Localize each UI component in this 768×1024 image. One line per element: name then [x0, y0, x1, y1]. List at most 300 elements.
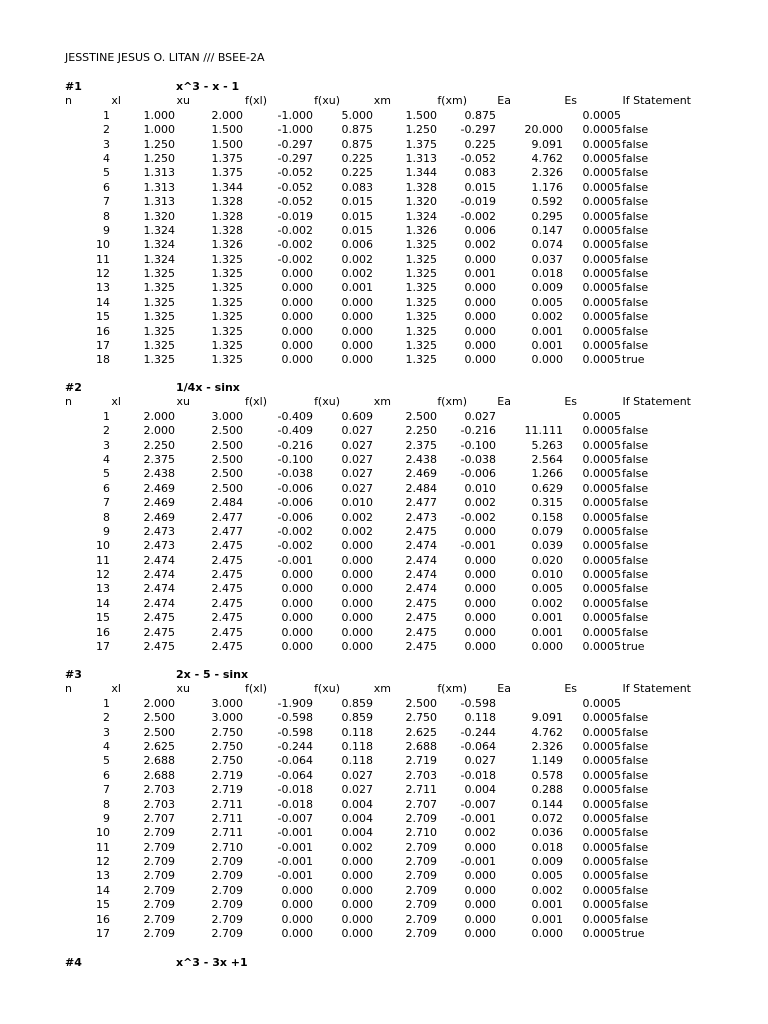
- cell-xl: 2.709: [143, 912, 175, 926]
- cell-fxm: 0.000: [464, 840, 496, 854]
- cell-if-statement: false: [622, 496, 649, 510]
- column-header-row: [0, 94, 768, 108]
- cell-xu: 2.711: [211, 826, 243, 840]
- cell-xm: 1.313: [405, 151, 437, 165]
- cell-es: 0.0005: [582, 582, 621, 596]
- cell-fxm: 0.000: [464, 611, 496, 625]
- cell-ea: 0.018: [531, 840, 563, 854]
- table-row: [0, 253, 768, 267]
- cell-fxl: 0.000: [281, 596, 313, 610]
- cell-fxm: 0.000: [464, 295, 496, 309]
- cell-xl: 2.709: [143, 883, 175, 897]
- cell-ea: 1.176: [531, 180, 563, 194]
- cell-xl: 2.469: [143, 510, 175, 524]
- cell-fxl: -0.006: [277, 481, 313, 495]
- column-header-row: [0, 395, 768, 409]
- cell-if-statement: false: [622, 539, 649, 553]
- header-fxu: f(xu): [314, 395, 340, 409]
- cell-fxl: 0.000: [281, 295, 313, 309]
- cell-xu: 2.500: [211, 481, 243, 495]
- table-row: [0, 453, 768, 467]
- cell-fxm: -0.007: [460, 797, 496, 811]
- cell-es: 0.0005: [582, 510, 621, 524]
- cell-fxm: -0.001: [460, 539, 496, 553]
- cell-n: 18: [96, 353, 110, 367]
- cell-es: 0.0005: [582, 696, 621, 710]
- cell-ea: 4.762: [531, 725, 563, 739]
- cell-n: 10: [96, 826, 110, 840]
- cell-n: 6: [103, 768, 110, 782]
- cell-fxl: 0.000: [281, 625, 313, 639]
- cell-fxl: -0.006: [277, 510, 313, 524]
- cell-if-statement: false: [622, 783, 649, 797]
- cell-xl: 2.688: [143, 768, 175, 782]
- cell-fxm: 0.027: [464, 754, 496, 768]
- problem-number: #1: [65, 80, 82, 93]
- cell-xl: 1.313: [143, 166, 175, 180]
- cell-if-statement: false: [622, 295, 649, 309]
- cell-fxl: -0.007: [277, 811, 313, 825]
- cell-ea: 0.592: [531, 195, 563, 209]
- cell-fxu: 0.000: [341, 339, 373, 353]
- cell-es: 0.0005: [582, 711, 621, 725]
- cell-if-statement: false: [622, 625, 649, 639]
- cell-n: 14: [96, 295, 110, 309]
- cell-fxu: 0.004: [341, 797, 373, 811]
- cell-es: 0.0005: [582, 640, 621, 654]
- table-row: [0, 812, 768, 826]
- cell-xl: 2.473: [143, 524, 175, 538]
- cell-es: 0.0005: [582, 898, 621, 912]
- cell-es: 0.0005: [582, 438, 621, 452]
- cell-if-statement: false: [622, 151, 649, 165]
- cell-fxu: 0.002: [341, 267, 373, 281]
- cell-fxl: -1.000: [277, 123, 313, 137]
- cell-es: 0.0005: [582, 123, 621, 137]
- cell-es: 0.0005: [582, 883, 621, 897]
- cell-fxm: -0.001: [460, 855, 496, 869]
- cell-fxl: 0.000: [281, 353, 313, 367]
- cell-fxl: -0.001: [277, 840, 313, 854]
- cell-xu: 2.475: [211, 568, 243, 582]
- cell-xm: 2.710: [405, 826, 437, 840]
- cell-n: 14: [96, 883, 110, 897]
- cell-xu: 1.325: [211, 267, 243, 281]
- cell-n: 15: [96, 611, 110, 625]
- cell-ea: 0.002: [531, 883, 563, 897]
- cell-ea: 9.091: [531, 711, 563, 725]
- cell-es: 0.0005: [582, 754, 621, 768]
- cell-fxu: 0.002: [341, 252, 373, 266]
- cell-xm: 1.325: [405, 295, 437, 309]
- cell-fxl: -0.002: [277, 524, 313, 538]
- cell-fxm: 0.002: [464, 496, 496, 510]
- table-row: [0, 138, 768, 152]
- equation: 2x - 5 - sinx: [176, 668, 249, 681]
- cell-fxl: -0.002: [277, 223, 313, 237]
- cell-xm: 2.709: [405, 898, 437, 912]
- cell-fxl: -0.002: [277, 539, 313, 553]
- cell-xm: 2.500: [405, 409, 437, 423]
- cell-if-statement: false: [622, 510, 649, 524]
- cell-ea: 2.564: [531, 452, 563, 466]
- cell-ea: 0.079: [531, 524, 563, 538]
- cell-fxm: 0.000: [464, 553, 496, 567]
- cell-xm: 2.750: [405, 711, 437, 725]
- table-row: [0, 913, 768, 927]
- cell-ea: 0.001: [531, 912, 563, 926]
- cell-n: 17: [96, 927, 110, 941]
- cell-xl: 2.709: [143, 840, 175, 854]
- cell-fxu: 0.015: [341, 195, 373, 209]
- data-rows: [0, 697, 768, 942]
- table-row: [0, 539, 768, 553]
- cell-xl: 2.000: [143, 424, 175, 438]
- cell-xl: 2.438: [143, 467, 175, 481]
- cell-fxu: 0.000: [341, 596, 373, 610]
- cell-ea: 20.000: [524, 123, 563, 137]
- cell-fxl: -0.216: [277, 438, 313, 452]
- table-row: [0, 841, 768, 855]
- cell-xu: 1.328: [211, 223, 243, 237]
- cell-xm: 2.500: [405, 696, 437, 710]
- cell-ea: 0.000: [531, 353, 563, 367]
- cell-es: 0.0005: [582, 339, 621, 353]
- cell-es: 0.0005: [582, 267, 621, 281]
- cell-n: 10: [96, 238, 110, 252]
- cell-xm: 2.707: [405, 797, 437, 811]
- cell-ea: 0.147: [531, 223, 563, 237]
- cell-if-statement: false: [622, 883, 649, 897]
- cell-if-statement: false: [622, 553, 649, 567]
- cell-if-statement: false: [622, 166, 649, 180]
- cell-xl: 2.703: [143, 797, 175, 811]
- cell-xm: 2.719: [405, 754, 437, 768]
- cell-ea: 0.005: [531, 869, 563, 883]
- cell-xm: 2.473: [405, 510, 437, 524]
- cell-n: 6: [103, 481, 110, 495]
- cell-xl: 1.324: [143, 223, 175, 237]
- problem-number: #4: [65, 956, 82, 969]
- cell-es: 0.0005: [582, 797, 621, 811]
- cell-fxm: 0.000: [464, 869, 496, 883]
- cell-fxm: 0.000: [464, 252, 496, 266]
- cell-if-statement: false: [622, 310, 649, 324]
- table-row: [0, 582, 768, 596]
- header-n: n: [65, 395, 72, 409]
- cell-fxl: -0.052: [277, 180, 313, 194]
- header-n: n: [65, 682, 72, 696]
- cell-ea: 0.158: [531, 510, 563, 524]
- cell-fxm: 0.000: [464, 339, 496, 353]
- cell-n: 8: [103, 510, 110, 524]
- cell-ea: 0.010: [531, 568, 563, 582]
- cell-fxl: -0.297: [277, 151, 313, 165]
- cell-xl: 2.474: [143, 596, 175, 610]
- cell-n: 2: [103, 424, 110, 438]
- cell-if-statement: false: [622, 467, 649, 481]
- cell-xu: 2.475: [211, 596, 243, 610]
- cell-ea: 0.295: [531, 209, 563, 223]
- cell-xm: 2.375: [405, 438, 437, 452]
- cell-fxu: 0.225: [341, 151, 373, 165]
- cell-xu: 1.375: [211, 151, 243, 165]
- cell-n: 2: [103, 711, 110, 725]
- cell-xm: 2.474: [405, 539, 437, 553]
- table-row: [0, 884, 768, 898]
- problem-section-1: [0, 80, 768, 368]
- cell-xu: 2.500: [211, 424, 243, 438]
- cell-ea: 0.018: [531, 267, 563, 281]
- cell-xu: 1.325: [211, 295, 243, 309]
- cell-fxl: -0.409: [277, 424, 313, 438]
- cell-fxu: 0.027: [341, 452, 373, 466]
- table-row: [0, 511, 768, 525]
- cell-fxm: 0.000: [464, 883, 496, 897]
- cell-fxm: 0.000: [464, 596, 496, 610]
- cell-n: 12: [96, 855, 110, 869]
- cell-fxu: 0.000: [341, 582, 373, 596]
- cell-fxm: -0.002: [460, 209, 496, 223]
- cell-n: 1: [103, 696, 110, 710]
- cell-fxu: 0.000: [341, 539, 373, 553]
- cell-es: 0.0005: [582, 496, 621, 510]
- cell-if-statement: false: [622, 137, 649, 151]
- cell-ea: 9.091: [531, 137, 563, 151]
- cell-if-statement: false: [622, 180, 649, 194]
- cell-xu: 2.750: [211, 725, 243, 739]
- table-row: [0, 697, 768, 711]
- cell-n: 12: [96, 568, 110, 582]
- cell-fxl: -0.598: [277, 711, 313, 725]
- cell-ea: 2.326: [531, 166, 563, 180]
- cell-fxl: -1.909: [277, 696, 313, 710]
- cell-fxl: -0.019: [277, 209, 313, 223]
- cell-xl: 2.500: [143, 711, 175, 725]
- cell-n: 17: [96, 640, 110, 654]
- cell-n: 9: [103, 524, 110, 538]
- cell-if-statement: false: [622, 855, 649, 869]
- cell-fxm: 0.225: [464, 137, 496, 151]
- cell-n: 4: [103, 452, 110, 466]
- cell-n: 9: [103, 811, 110, 825]
- cell-es: 0.0005: [582, 912, 621, 926]
- cell-if-statement: false: [622, 481, 649, 495]
- cell-xm: 2.709: [405, 869, 437, 883]
- cell-fxu: 0.002: [341, 840, 373, 854]
- cell-xu: 2.475: [211, 553, 243, 567]
- cell-xm: 2.709: [405, 883, 437, 897]
- cell-es: 0.0005: [582, 166, 621, 180]
- problem-section-3: [0, 668, 768, 941]
- cell-es: 0.0005: [582, 252, 621, 266]
- cell-xu: 2.709: [211, 927, 243, 941]
- cell-if-statement: false: [622, 568, 649, 582]
- cell-fxu: 0.027: [341, 481, 373, 495]
- cell-fxl: -0.064: [277, 754, 313, 768]
- header-xl: xl: [111, 94, 121, 108]
- cell-xu: 2.477: [211, 510, 243, 524]
- cell-fxu: 0.609: [341, 409, 373, 423]
- section-title-row: [0, 668, 768, 682]
- cell-if-statement: false: [622, 267, 649, 281]
- cell-ea: 0.002: [531, 596, 563, 610]
- cell-n: 13: [96, 869, 110, 883]
- cell-fxm: 0.015: [464, 180, 496, 194]
- cell-n: 7: [103, 496, 110, 510]
- cell-fxl: -0.409: [277, 409, 313, 423]
- table-row: [0, 611, 768, 625]
- cell-fxm: 0.000: [464, 568, 496, 582]
- cell-fxm: 0.875: [464, 108, 496, 122]
- cell-xl: 2.625: [143, 739, 175, 753]
- cell-es: 0.0005: [582, 151, 621, 165]
- cell-n: 8: [103, 209, 110, 223]
- cell-ea: 0.020: [531, 553, 563, 567]
- cell-fxl: 0.000: [281, 568, 313, 582]
- cell-es: 0.0005: [582, 869, 621, 883]
- cell-xu: 2.475: [211, 539, 243, 553]
- table-row: [0, 210, 768, 224]
- header-es: Es: [564, 94, 577, 108]
- cell-fxl: -0.002: [277, 252, 313, 266]
- table-row: [0, 325, 768, 339]
- cell-xl: 1.250: [143, 151, 175, 165]
- cell-es: 0.0005: [582, 223, 621, 237]
- cell-es: 0.0005: [582, 409, 621, 423]
- cell-xu: 2.709: [211, 912, 243, 926]
- cell-n: 15: [96, 898, 110, 912]
- problem-section-4: [0, 956, 768, 970]
- cell-xl: 2.473: [143, 539, 175, 553]
- cell-fxl: -0.598: [277, 725, 313, 739]
- cell-xu: 3.000: [211, 711, 243, 725]
- cell-xu: 1.325: [211, 339, 243, 353]
- table-row: [0, 826, 768, 840]
- cell-fxu: 0.000: [341, 912, 373, 926]
- cell-fxu: 0.006: [341, 238, 373, 252]
- cell-es: 0.0005: [582, 452, 621, 466]
- header-xm: xm: [373, 395, 391, 409]
- cell-xm: 2.709: [405, 927, 437, 941]
- table-row: [0, 927, 768, 941]
- cell-xl: 1.320: [143, 209, 175, 223]
- cell-if-statement: false: [622, 438, 649, 452]
- cell-fxl: 0.000: [281, 310, 313, 324]
- cell-xl: 2.500: [143, 725, 175, 739]
- table-row: [0, 353, 768, 367]
- cell-ea: 0.144: [531, 797, 563, 811]
- cell-es: 0.0005: [582, 108, 621, 122]
- header-es: Es: [564, 395, 577, 409]
- cell-xl: 1.324: [143, 238, 175, 252]
- cell-fxu: 0.225: [341, 166, 373, 180]
- cell-xm: 2.438: [405, 452, 437, 466]
- cell-xm: 2.711: [405, 783, 437, 797]
- cell-es: 0.0005: [582, 324, 621, 338]
- data-rows: [0, 109, 768, 368]
- header-if-statement: If Statement: [622, 395, 691, 409]
- cell-xm: 1.325: [405, 324, 437, 338]
- table-row: [0, 267, 768, 281]
- cell-xl: 2.475: [143, 625, 175, 639]
- table-row: [0, 525, 768, 539]
- cell-fxm: 0.000: [464, 353, 496, 367]
- cell-if-statement: false: [622, 898, 649, 912]
- cell-es: 0.0005: [582, 481, 621, 495]
- cell-fxm: -0.018: [460, 768, 496, 782]
- cell-fxl: -0.018: [277, 797, 313, 811]
- cell-xu: 2.475: [211, 625, 243, 639]
- cell-fxm: 0.118: [464, 711, 496, 725]
- cell-xl: 2.000: [143, 409, 175, 423]
- cell-fxl: 0.000: [281, 339, 313, 353]
- table-row: [0, 855, 768, 869]
- cell-n: 6: [103, 180, 110, 194]
- cell-fxu: 0.859: [341, 711, 373, 725]
- problem-number: #2: [65, 381, 82, 394]
- cell-if-statement: false: [622, 195, 649, 209]
- cell-fxm: 0.000: [464, 927, 496, 941]
- cell-es: 0.0005: [582, 611, 621, 625]
- cell-xm: 1.325: [405, 281, 437, 295]
- table-row: [0, 626, 768, 640]
- cell-fxu: 0.002: [341, 510, 373, 524]
- cell-es: 0.0005: [582, 811, 621, 825]
- section-title-row: [0, 80, 768, 94]
- cell-xu: 2.711: [211, 797, 243, 811]
- cell-fxl: 0.000: [281, 898, 313, 912]
- header-ea: Ea: [497, 682, 511, 696]
- cell-n: 9: [103, 223, 110, 237]
- cell-if-statement: false: [622, 611, 649, 625]
- header-fxl: f(xl): [244, 682, 267, 696]
- cell-xu: 2.475: [211, 582, 243, 596]
- cell-xu: 1.500: [211, 137, 243, 151]
- cell-fxl: 0.000: [281, 582, 313, 596]
- cell-xu: 2.710: [211, 840, 243, 854]
- table-row: [0, 898, 768, 912]
- table-row: [0, 238, 768, 252]
- header-n: n: [65, 94, 72, 108]
- table-row: [0, 296, 768, 310]
- cell-fxu: 0.859: [341, 696, 373, 710]
- cell-fxu: 0.001: [341, 281, 373, 295]
- cell-xl: 1.325: [143, 295, 175, 309]
- cell-es: 0.0005: [582, 467, 621, 481]
- cell-n: 7: [103, 195, 110, 209]
- cell-xm: 2.625: [405, 725, 437, 739]
- cell-fxu: 0.015: [341, 209, 373, 223]
- cell-fxm: 0.000: [464, 310, 496, 324]
- table-row: [0, 554, 768, 568]
- cell-fxl: 0.000: [281, 927, 313, 941]
- cell-fxm: -0.297: [460, 123, 496, 137]
- cell-fxl: 0.000: [281, 324, 313, 338]
- cell-fxu: 0.027: [341, 783, 373, 797]
- cell-fxl: 0.000: [281, 640, 313, 654]
- section-title-row: [0, 381, 768, 395]
- cell-if-statement: false: [622, 797, 649, 811]
- cell-if-statement: true: [622, 353, 645, 367]
- cell-xm: 2.709: [405, 855, 437, 869]
- table-row: [0, 109, 768, 123]
- cell-n: 3: [103, 725, 110, 739]
- cell-n: 1: [103, 108, 110, 122]
- cell-fxm: 0.000: [464, 640, 496, 654]
- cell-xu: 2.709: [211, 855, 243, 869]
- cell-fxl: 0.000: [281, 281, 313, 295]
